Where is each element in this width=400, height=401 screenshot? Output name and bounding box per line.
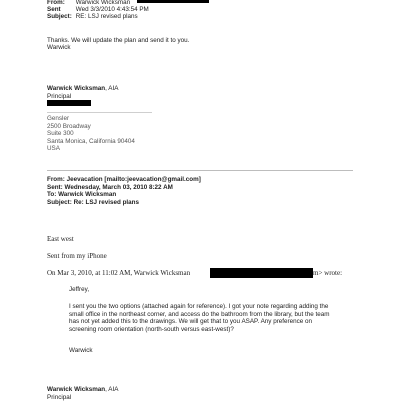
email2-sent-line: Sent: Wednesday, March 03, 2010 8:22 AM	[47, 183, 173, 191]
email1-subject-row	[47, 13, 149, 20]
email1-from-label: From:	[47, 0, 65, 6]
signature1-title: Principal	[47, 92, 72, 100]
signature1-address	[47, 115, 135, 153]
email1-body-line: Thanks. We will update the plan and send it to you.	[47, 37, 190, 44]
email2-from-line: From: Jeevacation [mailto:jeevacation@gmail.com]	[47, 176, 201, 183]
quote-intro	[47, 269, 190, 277]
email2-body-line: Sent from my iPhone	[47, 252, 107, 260]
email1-subject-value: RE: LSJ revised plans	[75, 13, 138, 21]
quoted-paragraph: I sent you the two options (attached again for reference). I got your note regarding adding the small office in the northeast corner, and access do the bathroom from the library, but the team has not yet added this to the drawings. We will get that to you ASAP. Any preference on screening room orientation (north-south versus east-west)?	[69, 303, 330, 334]
email1-sent-value: Wed 3/3/2010 4:43:54 PM	[75, 6, 149, 14]
signature1-address-line: Suite 300	[47, 130, 74, 138]
signature1-name: Warwick Wicksman	[47, 85, 106, 92]
redaction-block	[47, 100, 91, 106]
quote-intro-suffix: m> wrote:	[313, 269, 343, 277]
email1-sent-row	[47, 6, 149, 13]
email1-subject-label: Subject:	[47, 13, 72, 21]
signature1-name-row	[47, 85, 118, 93]
email2-body-line: East west	[47, 235, 74, 243]
signature1	[47, 85, 118, 100]
signature2-name: Warwick Wicksman	[47, 386, 106, 393]
signature1-country: USA	[47, 145, 60, 153]
quote-intro-text: On Mar 3, 2010, at 11:02 AM, Warwick Wicksman	[47, 269, 191, 277]
email1-sent-label: Sent	[47, 6, 61, 14]
redaction-block	[137, 0, 209, 3]
email1-body	[47, 37, 189, 52]
email1-signoff: Warwick	[47, 44, 71, 52]
signature1-credential: , AIA	[105, 85, 119, 92]
email1-from-value: Warwick Wicksman	[75, 0, 131, 6]
signature2-title: Principal	[47, 393, 72, 401]
section-divider	[47, 170, 353, 171]
quoted-signoff: Warwick	[69, 347, 93, 354]
signature-divider	[47, 112, 152, 113]
signature1-address-line: 2500 Broadway	[47, 122, 91, 130]
signature2-name-row	[47, 386, 118, 394]
email1-header	[47, 0, 149, 21]
signature1-company: Gensler	[47, 115, 70, 122]
redaction-block	[210, 268, 313, 278]
quoted-greeting: Jeffrey,	[69, 286, 90, 293]
email2-header	[47, 176, 201, 206]
signature2-credential: , AIA	[105, 386, 119, 393]
signature2	[47, 386, 118, 401]
email2-to-line: To: Warwick Wicksman	[47, 191, 117, 199]
email2-subject-line: Subject: Re: LSJ revised plans	[47, 198, 140, 206]
signature1-address-line: Santa Monica, California 90404	[47, 137, 135, 145]
